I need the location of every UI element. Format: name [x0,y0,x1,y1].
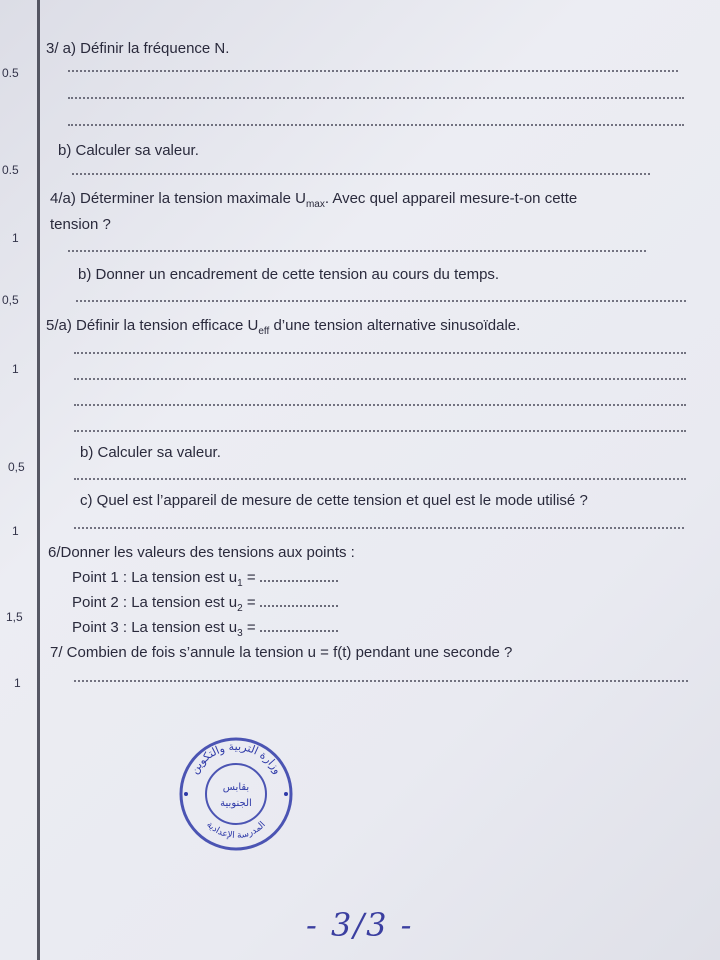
point-1-label: Point 1 : La tension est u [72,569,238,586]
question-4b: b) Donner un encadrement de cette tension au cours du temps. [78,266,500,283]
answer-line [72,173,650,175]
answer-line [260,630,338,632]
score-q5c: 1 [12,524,19,538]
point-3-subscript: 3 [237,628,243,639]
question-3a: 3/ a) Définir la fréquence N. [46,40,230,57]
question-4a-text: 4/a) Déterminer la tension maximale U [50,190,306,207]
stamp-outer-text: وزارة التربية والتكوين [187,739,285,777]
point-1-subscript: 1 [237,578,243,589]
score-q5a: 1 [12,362,19,376]
answer-line [74,680,688,682]
question-5a-text-end: d’une tension alternative sinusoïdale. [269,317,521,334]
point-2-label: Point 2 : La tension est u [72,594,238,611]
answer-line [260,580,338,582]
school-stamp [178,736,294,852]
point-3-equals: = [242,619,256,636]
answer-line [74,404,686,406]
answer-line [74,378,686,380]
point-2-subscript: 2 [237,603,243,614]
answer-line [76,300,686,302]
question-5a [46,317,520,337]
question-5b: b) Calculer sa valeur. [80,444,221,461]
question-4a-text-end: . Avec quel appareil mesure-t-on cette [324,190,578,207]
question-7: 7/ Combien de fois s’annule la tension u = f(t) pendant une seconde ? [50,644,513,661]
answer-line [68,124,684,126]
question-4a [50,190,577,210]
point-3 [72,619,338,639]
question-6: 6/Donner les valeurs des tensions aux points : [48,544,355,561]
score-q6: 1,5 [6,610,23,624]
subscript-max: max [305,199,325,210]
point-1-equals: = [242,569,256,586]
answer-line [68,70,678,72]
question-5a-text: 5/a) Définir la tension efficace U [46,317,259,334]
score-q3a: 0.5 [2,66,19,80]
score-q3b: 0.5 [2,163,19,177]
answer-line [74,352,686,354]
point-1 [72,569,338,589]
subscript-eff: eff [258,326,270,337]
stamp-center-bottom: الجنوبية [220,798,252,809]
score-q4b: 0,5 [2,293,19,307]
point-3-label: Point 3 : La tension est u [72,619,238,636]
answer-line [74,527,684,529]
point-2 [72,594,338,614]
score-q7: 1 [14,676,21,690]
answer-line [260,605,338,607]
answer-line [68,97,684,99]
question-3b: b) Calculer sa valeur. [58,142,199,159]
point-2-equals: = [242,594,256,611]
stamp-center-top: بقابس [222,782,250,793]
score-q4a: 1 [12,231,19,245]
page-number: - 3/3 - [306,906,414,944]
answer-line [74,478,686,480]
answer-line [68,250,646,252]
score-q5b: 0,5 [8,460,25,474]
answer-line [74,430,686,432]
margin-line [37,0,40,960]
stamp-bottom-text: المدرسة الإعدادية [204,819,268,842]
question-4a-line2: tension ? [50,216,111,233]
question-5c: c) Quel est l’appareil de mesure de cette tension et quel est le mode utilisé ? [80,492,588,509]
